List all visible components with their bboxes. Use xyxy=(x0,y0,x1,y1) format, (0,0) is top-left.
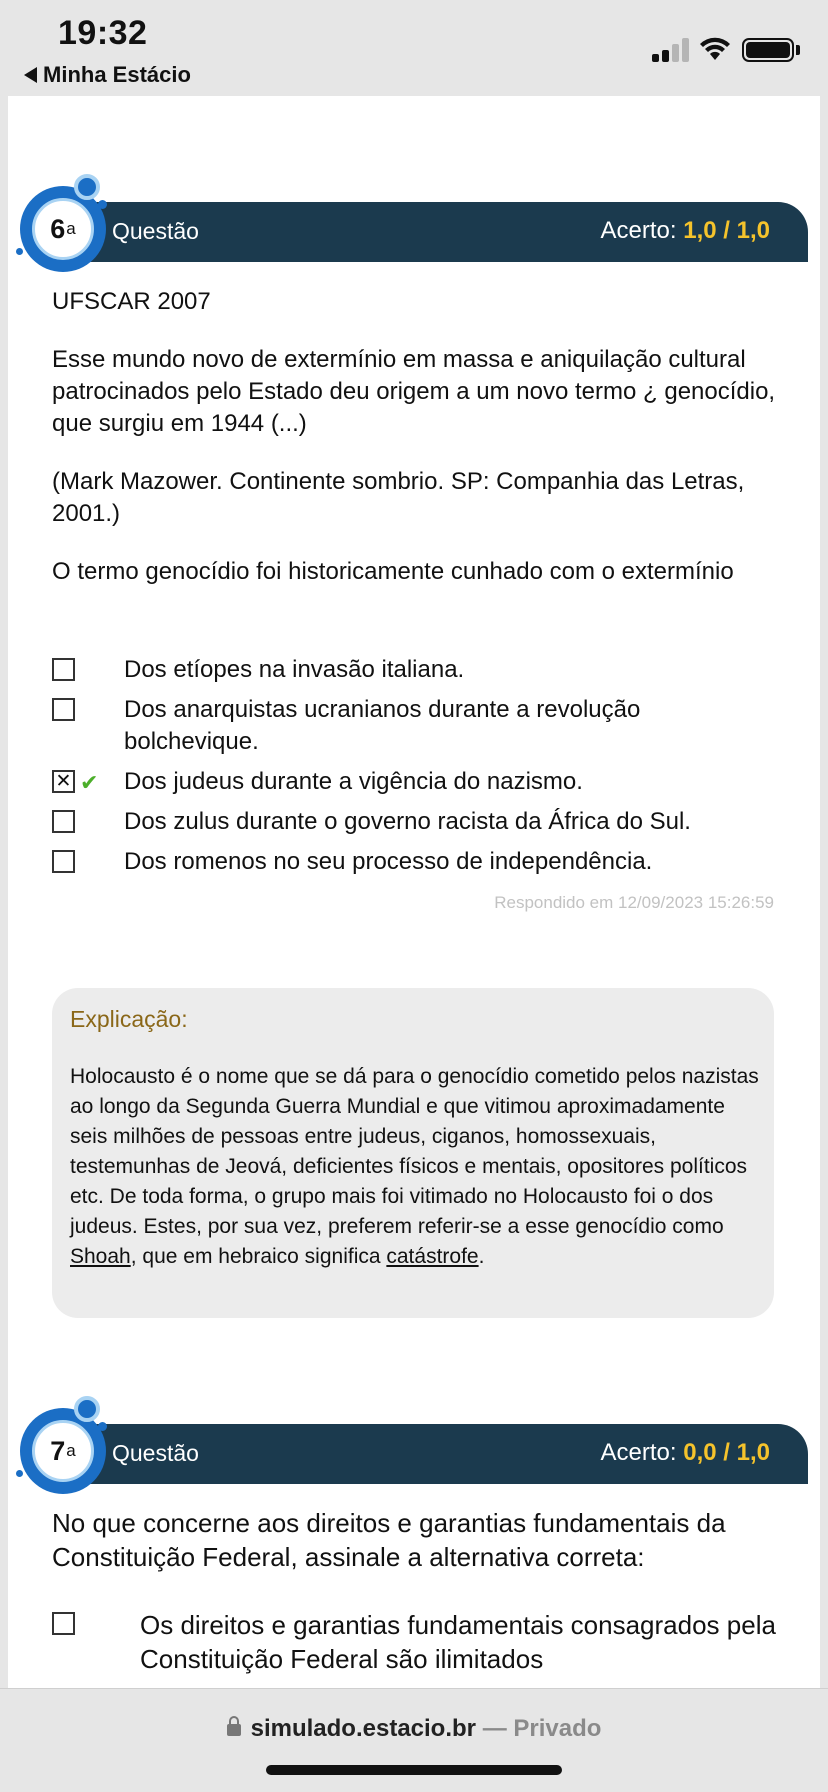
back-to-app-button[interactable] xyxy=(24,62,191,88)
explanation-body: , que em hebraico significa xyxy=(130,1245,387,1268)
question-prompt: O termo genocídio foi historicamente cunhado com o extermínio xyxy=(52,558,734,585)
score xyxy=(601,1439,770,1467)
underlined-term: Shoah xyxy=(70,1245,131,1268)
home-indicator[interactable] xyxy=(266,1765,562,1775)
question-prompt: No que concerne aos direitos e garantias fundamentais da Constituição Federal, assinale a alternativa correta: xyxy=(52,1508,726,1572)
option-text: Dos romenos no seu processo de independência. xyxy=(124,848,653,875)
question-label: Questão xyxy=(112,218,199,244)
score-separator: / xyxy=(723,1439,730,1466)
back-label: Minha Estácio xyxy=(43,62,191,87)
question-number: 7 xyxy=(50,1435,66,1466)
score-separator: / xyxy=(723,217,730,244)
correct-check-icon: ✔ xyxy=(80,770,99,795)
browser-url-bar[interactable] xyxy=(0,1688,828,1792)
underlined-term: catástrofe xyxy=(386,1245,479,1268)
option-text: Dos etíopes na invasão italiana. xyxy=(124,656,465,683)
checkbox-checked[interactable] xyxy=(52,770,75,793)
question-label: Questão xyxy=(112,1440,199,1466)
checkbox[interactable] xyxy=(52,850,75,873)
ordinal-indicator: a xyxy=(66,219,76,238)
page-content xyxy=(8,96,820,1688)
checkbox[interactable] xyxy=(52,810,75,833)
score-label: Acerto: xyxy=(600,1439,677,1466)
question-7-header xyxy=(80,1424,808,1484)
explanation-title: Explicação: xyxy=(70,1006,188,1032)
question-source: UFSCAR 2007 xyxy=(52,288,211,315)
status-bar xyxy=(0,0,828,96)
url-display[interactable] xyxy=(0,1715,828,1743)
cellular-signal-icon xyxy=(652,38,690,62)
question-7-badge xyxy=(16,1398,108,1490)
battery-cap xyxy=(796,45,800,55)
option-text: Dos judeus durante a vigência do nazismo. xyxy=(124,768,583,795)
ordinal-indicator: a xyxy=(66,1441,76,1460)
score xyxy=(601,217,770,245)
explanation-text xyxy=(70,1062,760,1272)
question-citation: (Mark Mazower. Continente sombrio. SP: Companhia das Letras, 2001.) xyxy=(52,468,745,527)
clock: 19:32 xyxy=(58,14,148,52)
url-host: simulado.estacio.br xyxy=(250,1715,477,1742)
question-6-badge xyxy=(16,176,108,268)
checkbox[interactable] xyxy=(52,658,75,681)
score-max: 1,0 xyxy=(736,1439,770,1466)
option-text: Dos zulus durante o governo racista da África do Sul. xyxy=(124,808,691,835)
option-text: Dos anarquistas ucranianos durante a revolução bolchevique. xyxy=(124,696,641,755)
score-label: Acerto: xyxy=(600,217,677,244)
answered-timestamp: Respondido em 12/09/2023 15:26:59 xyxy=(494,893,774,912)
question-6-header xyxy=(80,202,808,262)
private-label: — Privado xyxy=(482,1715,602,1742)
lock-icon xyxy=(227,1724,241,1736)
question-number: 6 xyxy=(50,213,66,244)
checkmark-x-icon: ✕ xyxy=(55,771,72,792)
wifi-icon xyxy=(698,36,732,62)
explanation-box xyxy=(52,988,774,1318)
checkbox[interactable] xyxy=(52,1612,75,1635)
option-text: Os direitos e garantias fundamentais consagrados pela Constituição Federal são ilimitados xyxy=(140,1610,776,1674)
score-got: 1,0 xyxy=(683,217,717,244)
checkbox[interactable] xyxy=(52,698,75,721)
explanation-body: Holocausto é o nome que se dá para o genocídio cometido pelos nazistas ao longo da Segunda Guerra Mundial e que vitimou aproximadamente seis milhões de pessoas entre judeus, ciganos, homossexuais, testemunhas de Jeová, deficientes físicos e mentais, opositores políticos etc. De toda forma, o grupo mais foi vitimado no Holocausto foi o dos judeus. Estes, por sua vez, preferem referir-se a esse genocídio como xyxy=(70,1065,759,1238)
battery-icon xyxy=(742,38,794,62)
score-max: 1,0 xyxy=(736,217,770,244)
back-arrow-icon xyxy=(24,67,37,83)
question-paragraph: Esse mundo novo de extermínio em massa e aniquilação cultural patrocinados pelo Estado deu origem a um novo termo ¿ genocídio, que surgiu em 1944 (...) xyxy=(52,346,776,437)
score-got: 0,0 xyxy=(683,1439,717,1466)
explanation-body: . xyxy=(478,1245,485,1268)
